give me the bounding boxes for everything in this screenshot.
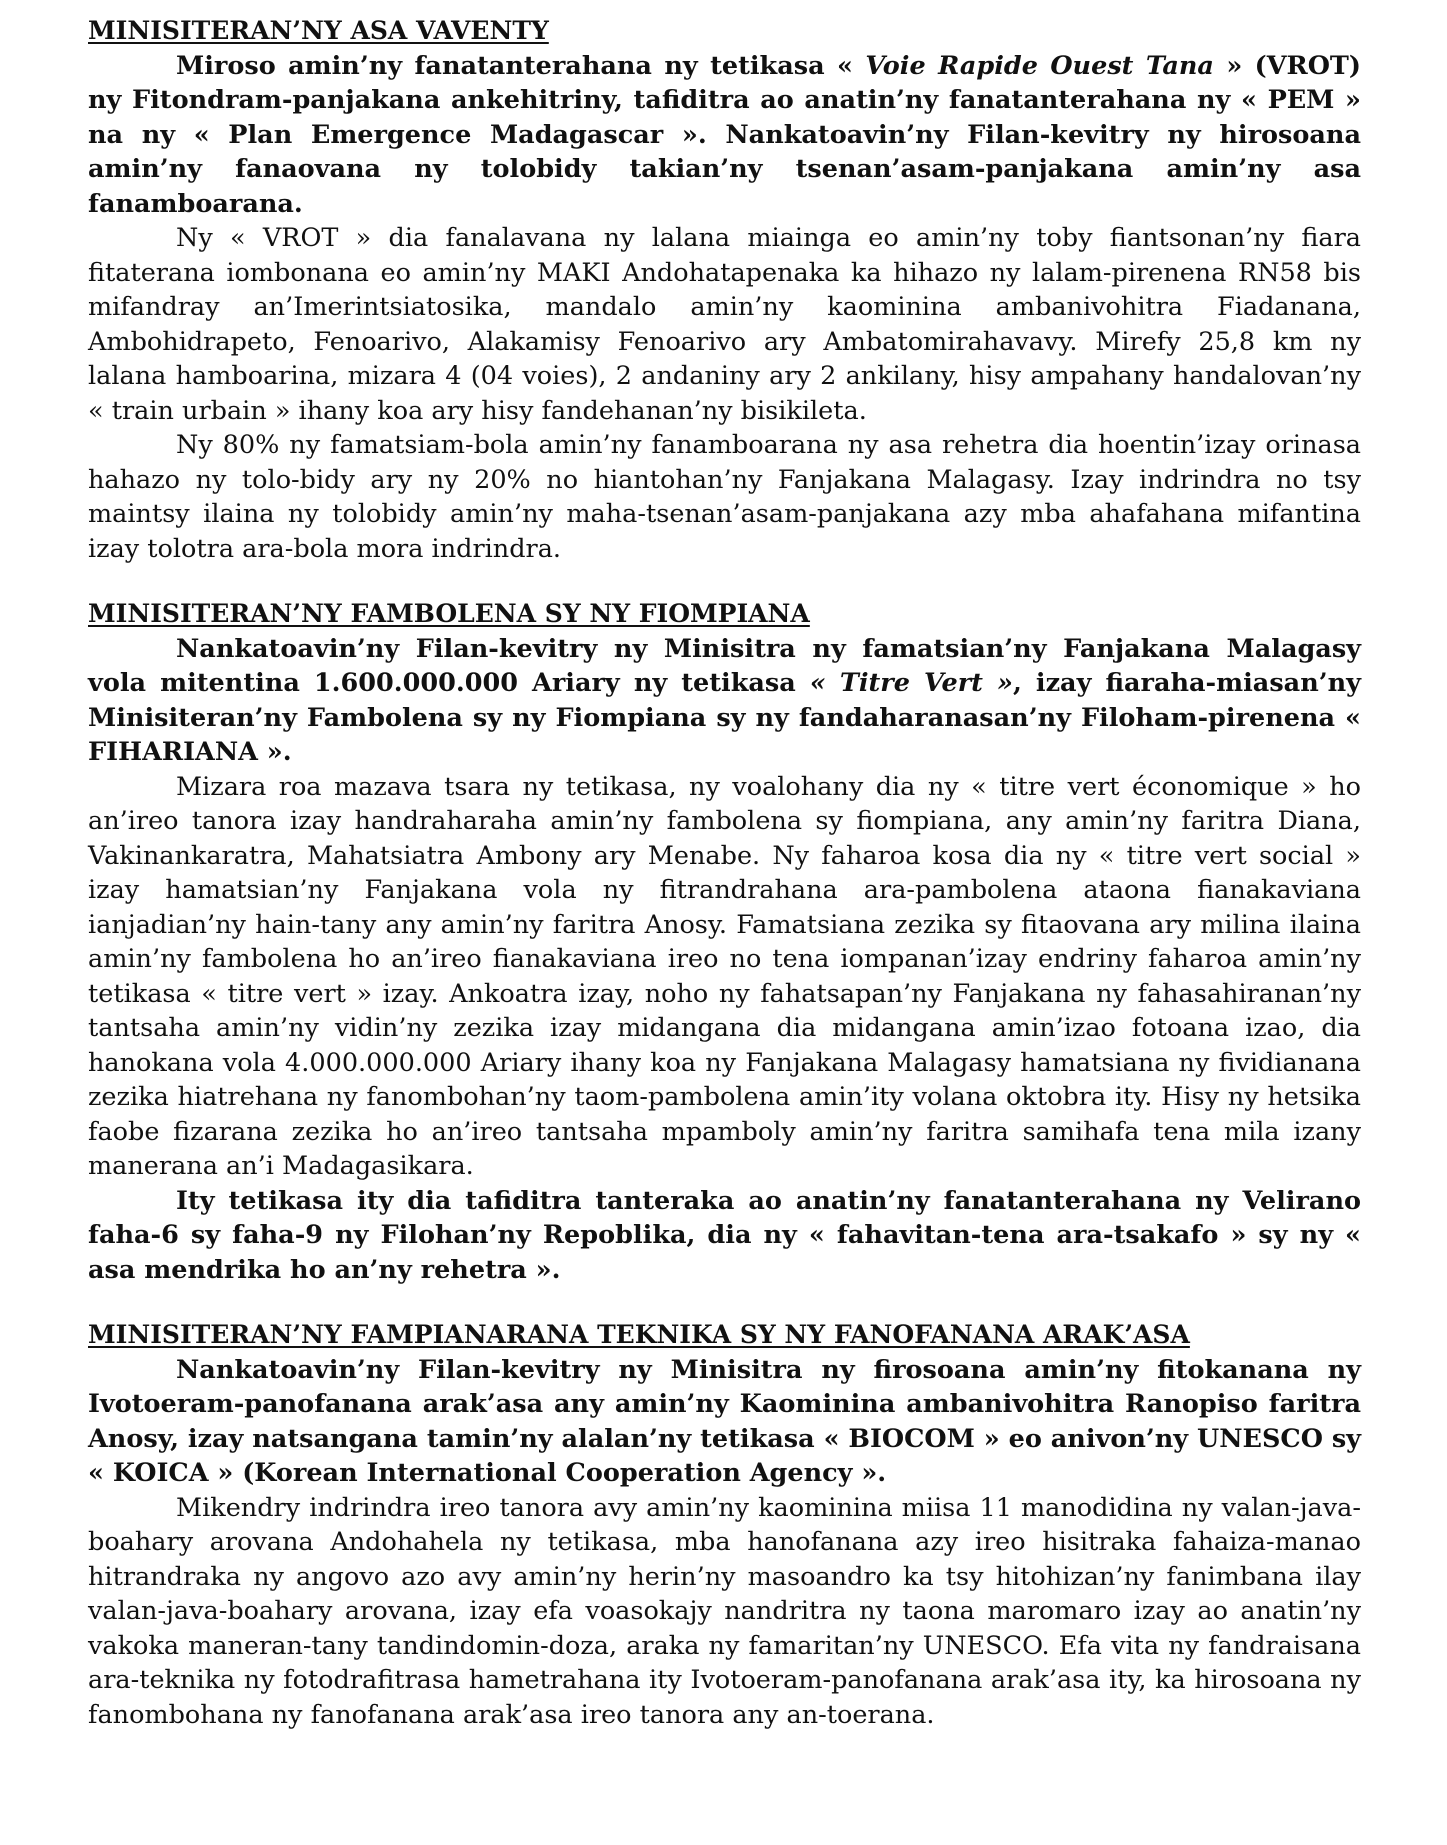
paragraph-body: Mizara roa mazava tsara ny tetikasa, ny voalohany dia ny « titre vert économique » ho an’ireo tanora izay handraharaha amin’ny fambolena sy fiompiana, any amin’ny faritra Diana, Vakinankaratra, Mahatsiatra Ambony ary Menabe. Ny faharoa kosa dia ny « titre vert social » izay hamatsian’ny Fanjakana vola ny fitrandrahana ara-pambolena ataona fianakaviana ianjadian’ny hain-tany any amin’ny faritra Anosy. Famatsiana zezika sy fitaovana ary milina ilaina amin’ny fambolena ho an’ireo fianakaviana ireo no tena iompanan’izay endriny faharoa amin’ny tetikasa « titre vert » izay. Ankoatra izay, noho ny fahatsapan’ny Fanjakana ny fahasahiranan’ny tantsaha amin’ny vidin’ny zezika izay midangana dia midangana amin’izao fotoana izao, dia hanokana vola 4.000.000.000 Ariary ihany koa ny Fanjakana Malagasy hamatsiana ny fividianana zezika hiatrehana ny fanombohan’ny taom-pambolena amin’ity volana oktobra ity. Hisy ny hetsika faobe fizarana zezika ho an’ireo tantsaha mpamboly amin’ny faritra samihafa tena mila izany manerana an’i Madagasikara.	[88, 771, 1361, 1181]
section-asa-vaventy	[88, 14, 1361, 566]
paragraph-body: Ny 80% ny famatsiam-bola amin’ny fanamboarana ny asa rehetra dia hoentin’izay orinasa hahazo ny tolo-bidy ary ny 20% no hiantohan’ny Fanjakana Malagasy. Izay indrindra no tsy maintsy ilaina ny tolobidy amin’ny maha-tsenan’asam-panjakana azy mba ahafahana mifantina izay tolotra ara-bola mora indrindra.	[88, 430, 1361, 564]
section-heading: MINISITERAN’NY FAMPIANARANA TEKNIKA SY NY FANOFANANA ARAK’ASA	[88, 1320, 1190, 1349]
section-heading: MINISITERAN’NY FAMBOLENA SY NY FIOMPIANA	[88, 599, 810, 628]
text-segment: Nankatoavin’ny Filan-kevitry ny Minisitra ny famatsian’ny Fanjakana Malagasy vola mitentina 1.600.000.000 Ariary ny tetikasa	[88, 633, 1361, 698]
paragraph-lead	[88, 632, 1361, 770]
section-fampianarana-teknika	[88, 1318, 1361, 1732]
text-segment: , izay fiaraha-miasan’ny Minisiteran’ny Fambolena sy ny Fiompiana sy ny fandaharanasan’ny Filoham-pirenena « FIHARIANA ».	[88, 668, 1361, 767]
text-segment: Miroso amin’ny fanatanterahana ny tetikasa «	[176, 50, 866, 81]
section-heading: MINISITERAN’NY ASA VAVENTY	[88, 16, 549, 45]
paragraph-body: Ny « VROT » dia fanalavana ny lalana miainga eo amin’ny toby fiantsonan’ny fiara fitaterana iombonana eo amin’ny MAKI Andohatapenaka ka hihazo ny lalam-pirenena RN58 bis mifandray an’Imerintsiatosika, mandalo amin’ny kaominina ambanivohitra Fiadanana, Ambohidrapeto, Fenoarivo, Alakamisy Fenoarivo ary Ambatomirahavavy. Mirefy 25,8 km ny lalana hamboarina, mizara 4 (04 voies), 2 andaniny ary 2 ankilany, hisy ampahany handalovan’ny « train urbain » ihany koa ary hisy fandehanan’ny bisikileta.	[88, 223, 1361, 426]
paragraph-lead	[88, 49, 1361, 222]
text-segment-italic: « Titre Vert »	[809, 668, 1013, 698]
text-segment-italic: Voie Rapide Ouest Tana	[865, 50, 1214, 81]
paragraph-lead: Nankatoavin’ny Filan-kevitry ny Minisitra ny firosoana amin’ny fitokanana ny Ivotoeram-panofanana arak’asa any amin’ny Kaominina ambanivohitra Ranopiso faritra Anosy, izay natsangana tamin’ny alalan’ny tetikasa « BIOCOM » eo anivon’ny UNESCO sy « KOICA » (Korean International Cooperation Agency ».	[88, 1354, 1361, 1488]
paragraph-closing: Ity tetikasa ity dia tafiditra tanteraka ao anatin’ny fanatanterahana ny Velirano faha-6 sy faha-9 ny Filohan’ny Repoblika, dia ny « fahavitan-tena ara-tsakafo » sy ny « asa mendrika ho an’ny rehetra ».	[88, 1185, 1361, 1285]
section-fambolena-fiompiana	[88, 597, 1361, 1287]
paragraph-body: Mikendry indrindra ireo tanora avy amin’ny kaominina miisa 11 manodidina ny valan-java-boahary arovana Andohahela ny tetikasa, mba hanofanana azy ireo hisitraka fahaiza-manao hitrandraka ny angovo azo avy amin’ny herin’ny masoandro ka tsy hitohizan’ny fanimbana ilay valan-java-boahary arovana, izay efa voasokajy nandritra ny taona maromaro izay ao anatin’ny vakoka maneran-tany tandindomin-doza, araka ny famaritan’ny UNESCO. Efa vita ny fandraisana ara-teknika ny fotodrafitrasa hametrahana ity Ivotoeram-panofanana arak’asa ity, ka hirosoana ny fanombohana ny fanofanana arak’asa ireo tanora any an-toerana.	[88, 1492, 1361, 1730]
text-segment: » (VROT) ny Fitondram-panjakana ankehitriny, tafiditra ao anatin’ny fanatanterahana ny « PEM » na ny « Plan Emergence Madagascar ». Nankatoavin’ny Filan-kevitry ny hirosoana amin’ny fanaovana ny tolobidy takian’ny tsenan’asam-panjakana amin’ny asa fanamboarana.	[88, 50, 1361, 219]
